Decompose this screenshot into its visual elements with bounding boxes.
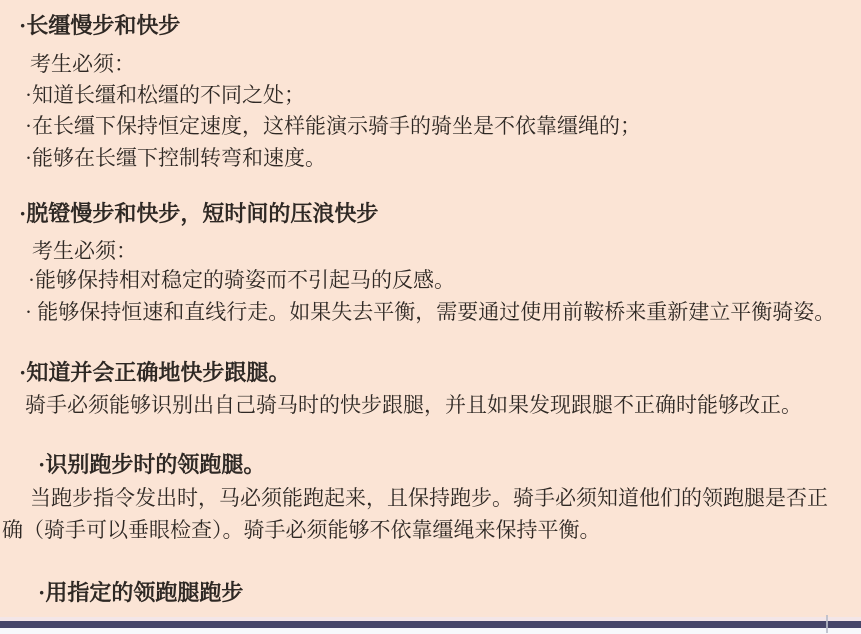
section-1-bullet-3: ·能够在长缰下控制转弯和速度。: [25, 146, 326, 170]
section-2-subheading: 考生必须：: [32, 239, 137, 263]
section-2-bullet-2: · 能够保持恒速和直线行走。如果失去平衡，需要通过使用前鞍桥来重新建立平衡骑姿。: [25, 300, 836, 324]
section-3-heading: ·知道并会正确地快步跟腿。: [19, 360, 291, 385]
page-bottom-divider: [0, 621, 861, 628]
section-4-heading: ·识别跑步时的领跑腿。: [38, 452, 266, 477]
section-1-bullet-1: ·知道长缰和松缰的不同之处；: [25, 83, 305, 107]
section-2-heading: ·脱镫慢步和快步，短时间的压浪快步: [19, 201, 379, 226]
section-1-bullet-2: ·在长缰下保持恒定速度，这样能演示骑手的骑坐是不依靠缰绳的；: [25, 114, 641, 138]
section-2-bullet-1: ·能够保持相对稳定的骑姿而不引起马的反感。: [28, 268, 455, 292]
edge-tick-mark: [826, 615, 828, 633]
section-4-paragraph-line-1: 当跑步指令发出时，马必须能跑起来，且保持跑步。骑手必须知道他们的领跑腿是否正: [30, 486, 828, 510]
section-1-subheading: 考生必须：: [30, 52, 135, 76]
section-5-heading: ·用指定的领跑腿跑步: [38, 580, 244, 605]
page-footer-margin: [0, 628, 861, 634]
section-1-heading: ·长缰慢步和快步: [19, 13, 181, 38]
section-3-paragraph: 骑手必须能够识别出自己骑马时的快步跟腿，并且如果发现跟腿不正确时能够改正。: [25, 393, 802, 417]
section-4-paragraph-line-2: 确（骑手可以垂眼检查）。骑手必须能够不依靠缰绳来保持平衡。: [2, 518, 601, 542]
